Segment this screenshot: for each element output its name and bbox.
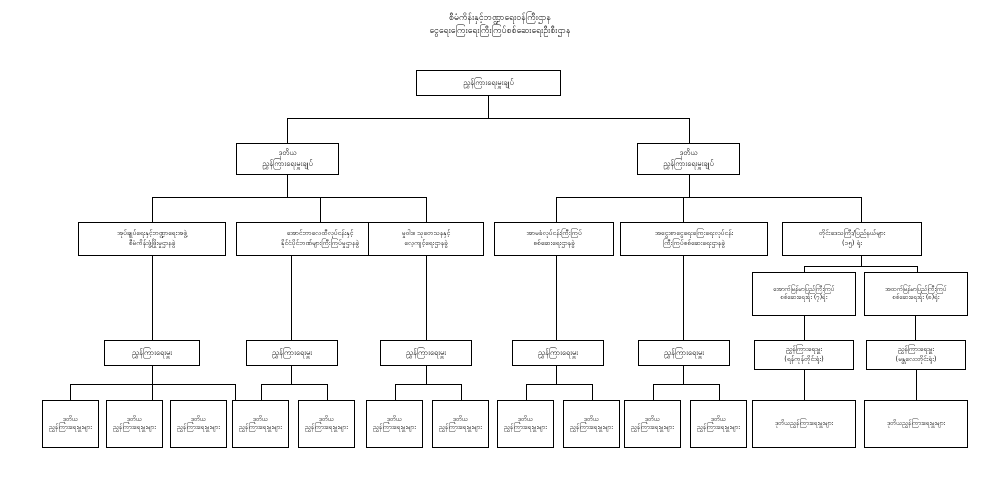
connector xyxy=(426,256,427,340)
node-division-administration-line1: အုပ်ချုပ်ရေးနှင့်ဘဏ္ဍာရေးအဖွဲ့ xyxy=(117,229,187,238)
node-deputy-director-11[interactable] xyxy=(690,400,747,448)
connector xyxy=(915,316,916,340)
node-upper-myanmar-offices[interactable] xyxy=(864,272,968,316)
node-deputy-director-9-line1: ဒုတိယ xyxy=(583,415,600,423)
connector xyxy=(592,384,593,400)
node-deputy-director-10-line2: ညွှန်ကြားရေးမှူးများ xyxy=(631,424,674,431)
node-division-administration[interactable] xyxy=(78,222,226,256)
connector xyxy=(395,384,396,400)
node-division-regions-states[interactable] xyxy=(782,222,922,256)
connector xyxy=(70,384,71,400)
node-division-insurance-supervision[interactable] xyxy=(494,222,614,256)
node-director-3-label: ညွှန်ကြားရေးမှူး xyxy=(405,347,447,357)
node-upper-myanmar-offices-line1: အထက်မြန်မာပြည်ကြီးကြပ် xyxy=(885,285,947,293)
node-director-yangon-region-line1: ညွှန်ကြားရေးမှူး xyxy=(785,345,823,354)
node-division-policy-research-training[interactable] xyxy=(368,222,484,256)
node-deputy-director-10-line1: ဒုတိယ xyxy=(644,415,661,423)
node-director-5-label: ညွှန်ကြားရေးမှူး xyxy=(663,347,705,357)
node-division-insurance-supervision-line2: စစ်ဆေးရေးဌာနခွဲ xyxy=(533,239,575,247)
node-deputy-director-9[interactable] xyxy=(563,400,620,448)
node-lower-myanmar-offices-line2: စစ်ဆေးရေးရုံး (၇)ရုံး xyxy=(780,294,828,301)
node-director-mandalay-region[interactable] xyxy=(866,340,966,370)
connector xyxy=(689,118,690,143)
node-deputy-directors-mandalay[interactable] xyxy=(864,400,968,448)
node-deputy-dg-left-line1: ဒုတိယ xyxy=(278,148,297,158)
connector xyxy=(556,256,557,340)
node-deputy-director-4[interactable] xyxy=(232,400,289,448)
node-deputy-director-4-line1: ဒုတိယ xyxy=(252,415,269,423)
connector xyxy=(556,197,557,222)
node-division-policy-research-training-line2: လေ့ကျင့်ရေးဌာနခွဲ xyxy=(404,239,448,247)
connector xyxy=(426,197,427,222)
node-division-lottery-state-banks-line2: နိုင်ငံပိုင်ဘဏ်များကြီးကြပ်မှုဌာနခွဲ xyxy=(280,239,360,247)
connector xyxy=(556,197,861,198)
connector xyxy=(556,366,557,384)
node-deputy-director-2-line2: ညွှန်ကြားရေးမှူးများ xyxy=(113,424,156,431)
node-deputy-director-7-line1: ဒုတိယ xyxy=(452,415,469,423)
connector xyxy=(653,384,654,400)
node-director-yangon-region[interactable] xyxy=(754,340,854,370)
connector xyxy=(526,384,527,400)
node-deputy-director-8-line1: ဒုတိယ xyxy=(517,415,534,423)
connector xyxy=(287,118,689,119)
connector xyxy=(719,384,720,400)
node-deputy-dg-left[interactable] xyxy=(236,143,339,175)
title-line-1: စီမံကိန်းနှင့်ဘဏ္ဍာရေးဝန်ကြီးဌာန xyxy=(448,13,551,23)
title-line-2: ငွေရေးကြေးရေးကြီးကြပ်စစ်ဆေးရေးဦးစီးဌာန xyxy=(429,26,571,37)
node-director-general-label: ညွှန်ကြားရေးမှူးချုပ် xyxy=(463,77,514,87)
connector xyxy=(488,96,489,118)
node-deputy-director-6-line2: ညွှန်ကြားရေးမှူးများ xyxy=(373,424,416,431)
node-deputy-directors-mandalay-label: ဒုတိယညွှန်ကြားရေးမှူးများ xyxy=(887,419,945,427)
connector xyxy=(320,197,321,222)
connector xyxy=(683,197,684,222)
node-upper-myanmar-offices-line2: စစ်ဆေးရေးရုံး (၈)ရုံး xyxy=(892,294,940,301)
node-division-administration-line2: စီမံကိန်းဖွံ့ဖြိုးမှုဌာနခွဲ xyxy=(128,239,176,247)
node-division-nonbank-financial-supervision-line1: အငွေးစာငွေရေးကြေးရေးလုပ်ငန်း xyxy=(654,229,734,238)
node-deputy-dg-right-line2: ညွှန်ကြားရေးမှူးချုပ် xyxy=(663,159,714,168)
node-director-3[interactable] xyxy=(380,340,472,366)
node-director-1-label: ညွှန်ကြားရေးမှူး xyxy=(131,347,173,357)
node-deputy-director-3[interactable] xyxy=(170,400,227,448)
node-division-nonbank-financial-supervision-line2: ကြီးကြပ်စစ်ဆေးရေးဌာနခွဲ xyxy=(663,239,725,247)
connector xyxy=(395,384,461,385)
node-deputy-director-7-line2: ညွှန်ကြားရေးမှူးများ xyxy=(439,424,482,431)
connector xyxy=(683,256,684,340)
node-division-insurance-supervision-line1: အာမခံလုပ်ငန်းကြီးကြပ် xyxy=(526,229,582,238)
node-division-regions-states-line1: တိုင်းဒေသကြီး/ပြည်နယ်များ xyxy=(818,229,886,238)
node-deputy-director-1[interactable] xyxy=(42,400,99,448)
node-director-general[interactable] xyxy=(416,70,561,96)
connector xyxy=(861,256,862,266)
node-deputy-director-5[interactable] xyxy=(298,400,355,448)
node-deputy-dg-left-line2: ညွှန်ကြားရေးမှူးချုပ် xyxy=(262,159,313,168)
node-deputy-director-1-line1: ဒုတိယ xyxy=(62,415,79,423)
node-director-4-label: ညွှန်ကြားရေးမှူး xyxy=(537,347,579,357)
connector xyxy=(152,197,153,222)
node-deputy-director-11-line2: ညွှန်ကြားရေးမှူးများ xyxy=(697,424,740,431)
node-director-yangon-region-line2: (ရန်ကုန်တိုင်းရုံး) xyxy=(784,355,824,363)
node-deputy-dg-right-line1: ဒုတိယ xyxy=(679,148,698,158)
connector xyxy=(261,384,327,385)
connector xyxy=(287,118,288,143)
node-deputy-director-2[interactable] xyxy=(106,400,163,448)
connector xyxy=(152,384,153,400)
connector xyxy=(152,366,153,384)
node-deputy-director-6[interactable] xyxy=(366,400,423,448)
node-deputy-directors-yangon-label: ဒုတိယညွှန်ကြားရေးမှူးများ xyxy=(775,419,833,427)
node-division-nonbank-financial-supervision[interactable] xyxy=(620,222,768,256)
connector xyxy=(804,370,805,400)
node-deputy-director-5-line1: ဒုတိယ xyxy=(318,415,335,423)
node-deputy-dg-right[interactable] xyxy=(637,143,740,175)
node-deputy-director-1-line2: ညွှန်ကြားရေးမှူးများ xyxy=(49,424,92,431)
node-deputy-director-5-line2: ညွှန်ကြားရေးမှူးများ xyxy=(305,424,348,431)
connector xyxy=(916,370,917,400)
node-deputy-director-11-line1: ဒုတိယ xyxy=(710,415,727,423)
node-director-4[interactable] xyxy=(512,340,604,366)
node-director-1[interactable] xyxy=(104,340,200,366)
node-lower-myanmar-offices-line1: အောက်မြန်မာပြည်ကြီးကြပ် xyxy=(773,285,835,293)
connector xyxy=(235,384,236,400)
connector xyxy=(287,175,288,197)
node-deputy-director-8[interactable] xyxy=(497,400,554,448)
connector xyxy=(461,384,462,400)
connector xyxy=(152,197,426,198)
node-division-policy-research-training-line1: မှုဝါဒ၊ သုတေသနနှင့် xyxy=(401,229,451,238)
node-deputy-director-6-line1: ဒုတိယ xyxy=(386,415,403,423)
connector xyxy=(804,316,805,340)
node-deputy-director-4-line2: ညွှန်ကြားရေးမှူးများ xyxy=(239,424,282,431)
node-director-2-label: ညွှန်ကြားရေးမှူး xyxy=(271,347,313,357)
node-deputy-director-9-line2: ညွှန်ကြားရေးမှူးများ xyxy=(570,424,613,431)
chart-title xyxy=(0,12,1000,38)
connector xyxy=(861,197,862,222)
node-division-lottery-state-banks-line1: အောင်ဘာလေထီလုပ်ငန်းနှင့် xyxy=(286,229,354,238)
connector xyxy=(526,384,592,385)
connector xyxy=(291,366,292,384)
node-deputy-directors-yangon[interactable] xyxy=(752,400,856,448)
connector xyxy=(804,266,917,267)
connector xyxy=(689,175,690,197)
connector xyxy=(261,384,262,400)
connector xyxy=(426,366,427,384)
node-division-regions-states-line2: (၁၅) ရုံး xyxy=(841,239,863,247)
connector xyxy=(327,384,328,400)
node-director-5[interactable] xyxy=(638,340,730,366)
node-deputy-director-2-line1: ဒုတိယ xyxy=(126,415,143,423)
node-deputy-director-3-line1: ဒုတိယ xyxy=(190,415,207,423)
connector xyxy=(152,256,153,340)
node-director-mandalay-region-line2: (မန္တလေးတိုင်းရုံး) xyxy=(895,355,937,363)
connector xyxy=(683,366,684,384)
node-deputy-director-10[interactable] xyxy=(624,400,681,448)
node-director-mandalay-region-line1: ညွှန်ကြားရေးမှူး xyxy=(897,345,935,354)
connector xyxy=(653,384,719,385)
node-deputy-director-3-line2: ညွှန်ကြားရေးမှူးများ xyxy=(177,424,220,431)
connector xyxy=(291,256,292,340)
node-deputy-director-7[interactable] xyxy=(432,400,489,448)
node-lower-myanmar-offices[interactable] xyxy=(752,272,856,316)
node-deputy-director-8-line2: ညွှန်ကြားရေးမှူးများ xyxy=(504,424,547,431)
node-director-2[interactable] xyxy=(246,340,338,366)
